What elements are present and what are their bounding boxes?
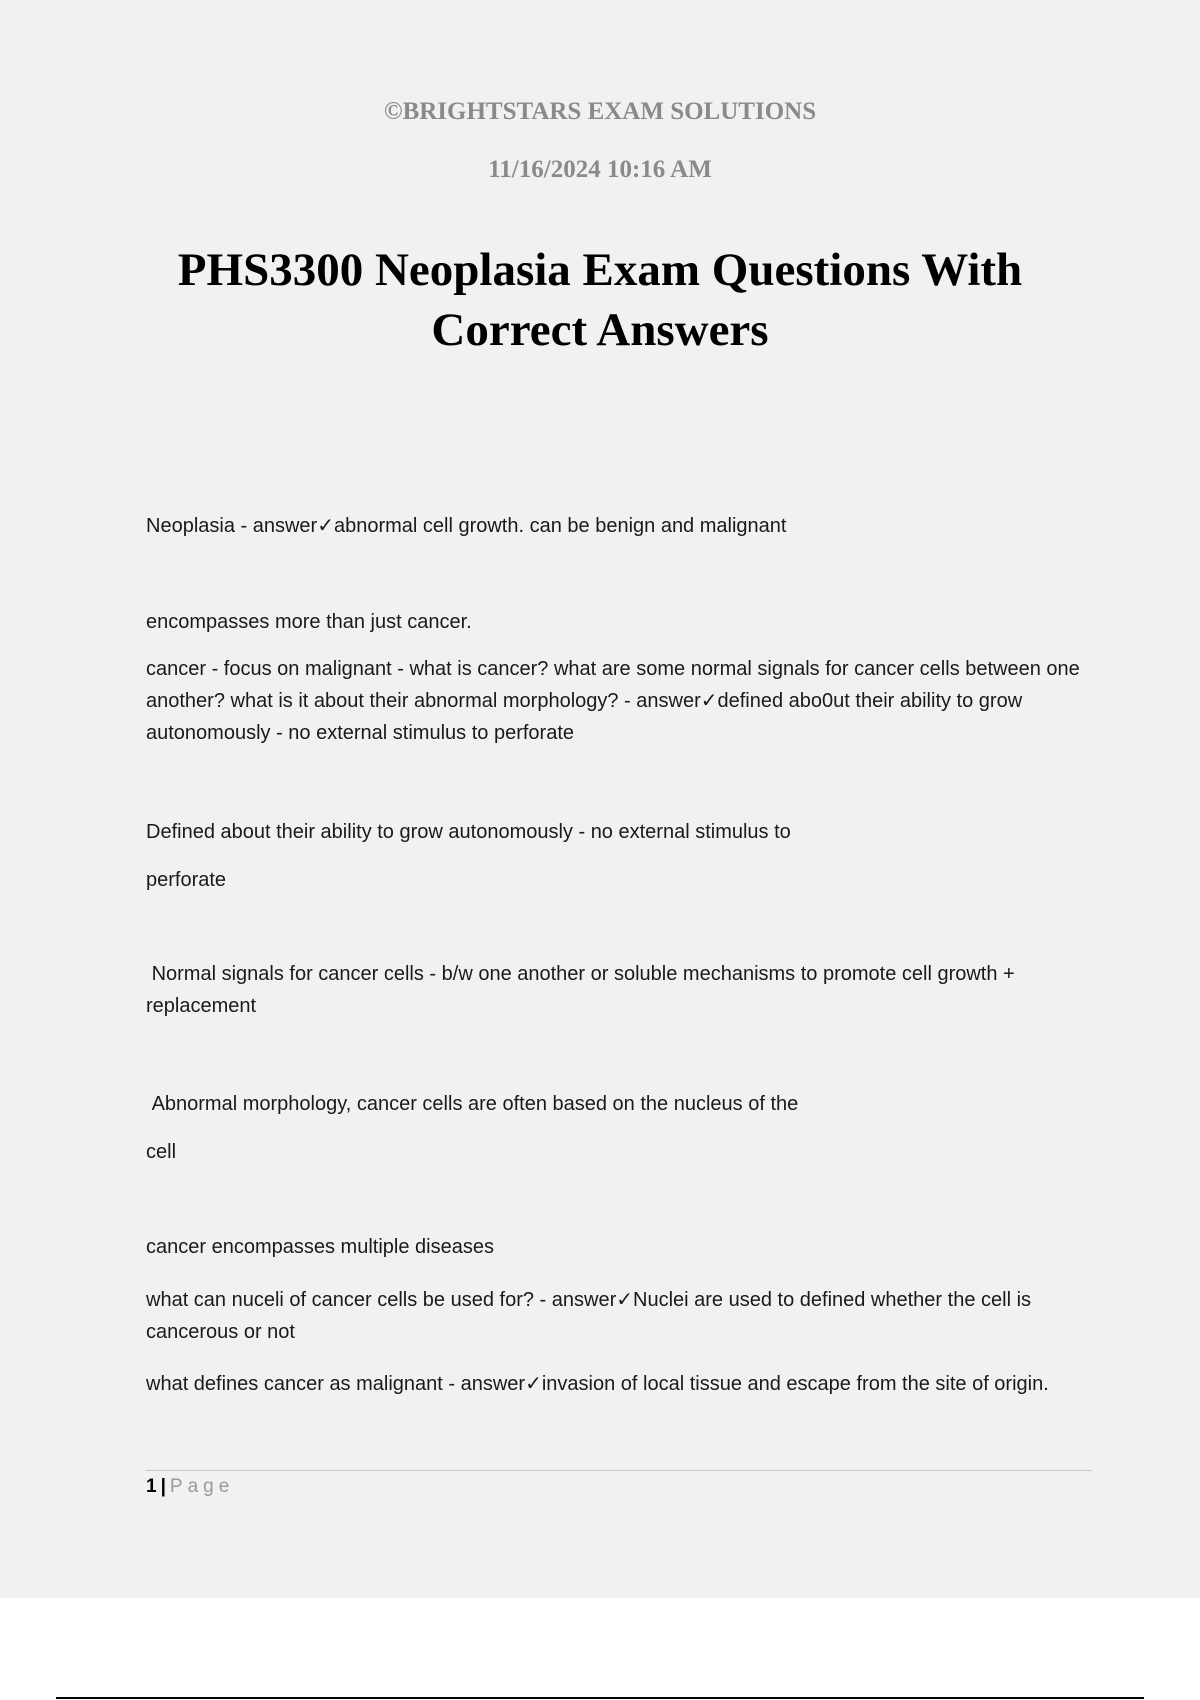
copyright-header: ©BRIGHTSTARS EXAM SOLUTIONS <box>383 98 817 125</box>
paragraph-cell: cell <box>146 1141 177 1163</box>
document-title <box>100 240 1100 360</box>
paragraph-defined: Defined about their ability to grow autonomously - no external stimulus to <box>146 821 791 843</box>
page-footer <box>146 1474 234 1500</box>
page-label: Page <box>169 1476 235 1497</box>
timestamp-header: 11/16/2024 10:16 AM <box>488 156 712 183</box>
title-line-1: PHS3300 Neoplasia Exam Questions With <box>177 244 1023 296</box>
paragraph-normal-signals: Normal signals for cancer cells - b/w one another or soluble mechanisms to promote cell growth + replacement <box>146 963 1021 1017</box>
paragraph-malignant: what defines cancer as malignant - answer✓invasion of local tissue and escape from the site of origin. <box>146 1373 1049 1395</box>
page-number: 1 <box>146 1476 157 1497</box>
paragraph-encompasses: encompasses more than just cancer. <box>146 611 472 633</box>
paragraph-perforate: perforate <box>146 869 227 891</box>
paragraph-neoplasia: Neoplasia - answer✓abnormal cell growth. can be benign and malignant <box>146 515 787 537</box>
paragraph-nuclei: what can nuceli of cancer cells be used for? - answer✓Nuclei are used to defined whether the cell is cancerous or not <box>146 1289 1032 1343</box>
page-separator: | <box>160 1476 166 1497</box>
title-line-2: Correct Answers <box>431 304 769 356</box>
paragraph-multiple-diseases: cancer encompasses multiple diseases <box>146 1236 494 1258</box>
paragraph-abnormal-morphology: Abnormal morphology, cancer cells are often based on the nucleus of the <box>146 1093 799 1115</box>
next-page-edge <box>56 1697 1144 1699</box>
footer-divider <box>146 1470 1092 1471</box>
paragraph-cancer-question: cancer - focus on malignant - what is cancer? what are some normal signals for cancer cells between one another? what is it about their abnormal morphology? - answer✓defined abo0ut their ability to grow autonomously - no external stimulus to perforate <box>146 658 1080 744</box>
